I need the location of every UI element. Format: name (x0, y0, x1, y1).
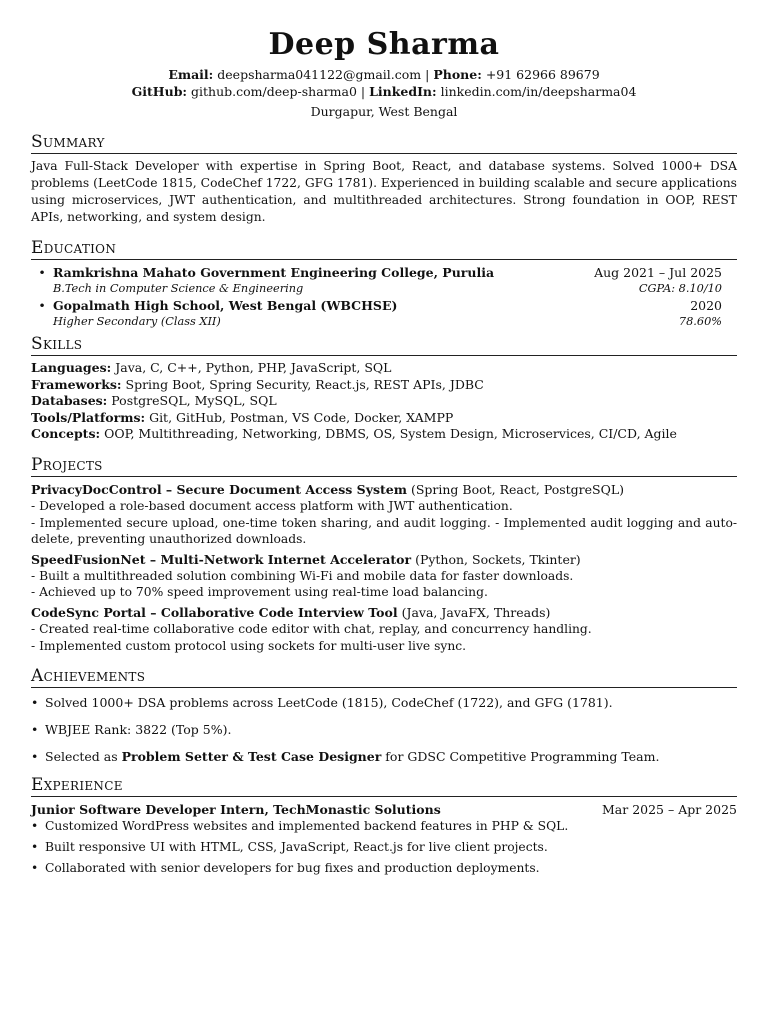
skill-label: Languages: (31, 360, 112, 375)
projects-section (31, 455, 737, 654)
experience-text: Collaborated with senior developers for bug fixes and production deployments. (45, 861, 540, 876)
skill-row (31, 426, 737, 443)
score: CGPA: 8.10/10 (638, 282, 722, 295)
education-dates: 2020 (690, 298, 722, 313)
skill-value: Java, C, C++, Python, PHP, JavaScript, SQL (115, 360, 392, 375)
achievement-text: WBJEE Rank: 3822 (Top 5%). (45, 722, 232, 738)
projects-heading: Projects (31, 455, 737, 477)
skill-value: Spring Boot, Spring Security, React.js, REST APIs, JDBC (125, 376, 484, 392)
experience-dates: Mar 2025 – Apr 2025 (602, 802, 737, 818)
project-line: - Developed a role-based document access platform with JWT authentication. (31, 498, 513, 513)
location: Durgapur, West Bengal (310, 104, 458, 119)
github-label: GitHub: (131, 84, 188, 99)
project-tech: (Spring Boot, React, PostgreSQL) (410, 481, 625, 497)
skill-row (31, 377, 737, 394)
contact-line-1 (31, 66, 737, 83)
achievement-text: Solved 1000+ DSA problems across LeetCode (1815), CodeChef (1722), and GFG (1781). (45, 695, 613, 711)
experience-header (31, 801, 737, 818)
candidate-name: Deep Sharma (268, 27, 500, 62)
skill-value: Git, GitHub, Postman, VS Code, Docker, XAMPP (149, 409, 454, 425)
project-name: CodeSync Portal – Collaborative Code Interview Tool (31, 604, 398, 620)
bullet-icon: • (31, 722, 39, 738)
bullet-icon: • (31, 840, 39, 855)
bullet-icon: • (31, 749, 39, 765)
achievement-text-pre: Selected as (45, 749, 122, 765)
phone-label: Phone: (433, 67, 482, 82)
separator: | (360, 84, 366, 99)
skill-value: PostgreSQL, MySQL, SQL (111, 393, 277, 409)
achievement-item (31, 721, 737, 738)
github-link[interactable]: github.com/deep-sharma0 (191, 84, 357, 99)
achievement-role: Problem Setter & Test Case Designer (121, 749, 382, 765)
education-item (31, 264, 737, 297)
skill-row (31, 360, 737, 377)
experience-section (31, 775, 737, 877)
project-line: - Created real-time collaborative code editor with chat, replay, and concurrency handling. (31, 621, 592, 636)
email-label: Email: (168, 67, 214, 82)
linkedin-label: LinkedIn: (369, 84, 437, 99)
school-name: Gopalmath High School, West Bengal (WBCHSE) (53, 298, 398, 313)
experience-bullet (31, 860, 737, 877)
bullet-icon: • (31, 819, 39, 834)
summary-text: Java Full-Stack Developer with expertise in Spring Boot, React, and database systems. Solved 1000+ DSA problems (LeetCode 1815, CodeChef 1722, GFG 1781). Experienced in building scalable and secure applications using microservices, JWT authentication, and multithreaded architectures. Strong foundation in OOP, REST APIs, networking, and system design. (31, 159, 737, 224)
project-tech: (Java, JavaFX, Threads) (401, 604, 551, 620)
project-name: SpeedFusionNet – Multi-Network Internet Accelerator (31, 551, 412, 567)
skill-label: Frameworks: (31, 376, 122, 392)
phone-value: +91 62966 89679 (485, 67, 600, 82)
experience-role: Junior Software Developer Intern, TechMonastic Solutions (31, 802, 441, 818)
project-tech: (Python, Sockets, Tkinter) (415, 551, 581, 567)
school-name: Ramkrishna Mahato Government Engineering College, Purulia (53, 265, 495, 280)
education-section (31, 238, 737, 330)
degree: Higher Secondary (Class XII) (53, 315, 221, 328)
achievement-text-post: for GDSC Competitive Programming Team. (381, 749, 660, 765)
achievement-text (45, 748, 659, 765)
education-heading: Education (31, 238, 737, 260)
project-item (31, 604, 737, 654)
skill-label: Tools/Platforms: (31, 409, 146, 425)
bullet-icon: • (38, 298, 46, 313)
project-line: - Built a multithreaded solution combining Wi-Fi and mobile data for faster downloads. (31, 568, 574, 583)
score: 78.60% (678, 315, 722, 328)
experience-bullet (31, 839, 737, 856)
achievement-item (31, 694, 737, 711)
bullet-icon: • (31, 861, 39, 876)
email-link[interactable]: deepsharma041122@gmail.com (217, 67, 422, 82)
project-item (31, 481, 737, 548)
skill-label: Concepts: (31, 426, 101, 442)
experience-heading: Experience (31, 775, 737, 797)
summary-section (31, 132, 737, 226)
project-line: - Implemented secure upload, one-time token sharing, and audit logging. - Implemented audit logging and auto-delete, preventing unauthorized downloads. (31, 515, 737, 547)
project-item (31, 551, 737, 601)
degree: B.Tech in Computer Science & Engineering (53, 282, 304, 295)
skill-row (31, 393, 737, 410)
education-item (31, 297, 737, 330)
experience-bullet (31, 818, 737, 835)
education-dates: Aug 2021 – Jul 2025 (594, 265, 722, 280)
experience-text: Built responsive UI with HTML, CSS, JavaScript, React.js for live client projects. (45, 840, 548, 855)
achievement-item (31, 748, 737, 765)
skills-heading: Skills (31, 334, 737, 356)
bullet-icon: • (31, 695, 39, 711)
achievements-section (31, 666, 737, 765)
project-line: - Implemented custom protocol using sockets for multi-user live sync. (31, 638, 467, 653)
skills-section (31, 334, 737, 443)
contact-line-2 (31, 83, 737, 100)
project-name: PrivacyDocControl – Secure Document Access System (31, 481, 407, 497)
bullet-icon: • (38, 265, 46, 280)
separator: | (425, 67, 430, 82)
skill-label: Databases: (31, 393, 108, 409)
skill-value: OOP, Multithreading, Networking, DBMS, OS, System Design, Microservices, CI/CD, Agile (104, 426, 677, 442)
achievements-heading: Achievements (31, 666, 737, 688)
linkedin-link[interactable]: linkedin.com/in/deepsharma04 (440, 84, 637, 99)
skill-row (31, 410, 737, 427)
project-line: - Achieved up to 70% speed improvement using real-time load balancing. (31, 585, 488, 600)
summary-heading: Summary (31, 132, 737, 154)
experience-text: Customized WordPress websites and implemented backend features in PHP & SQL. (45, 819, 569, 834)
